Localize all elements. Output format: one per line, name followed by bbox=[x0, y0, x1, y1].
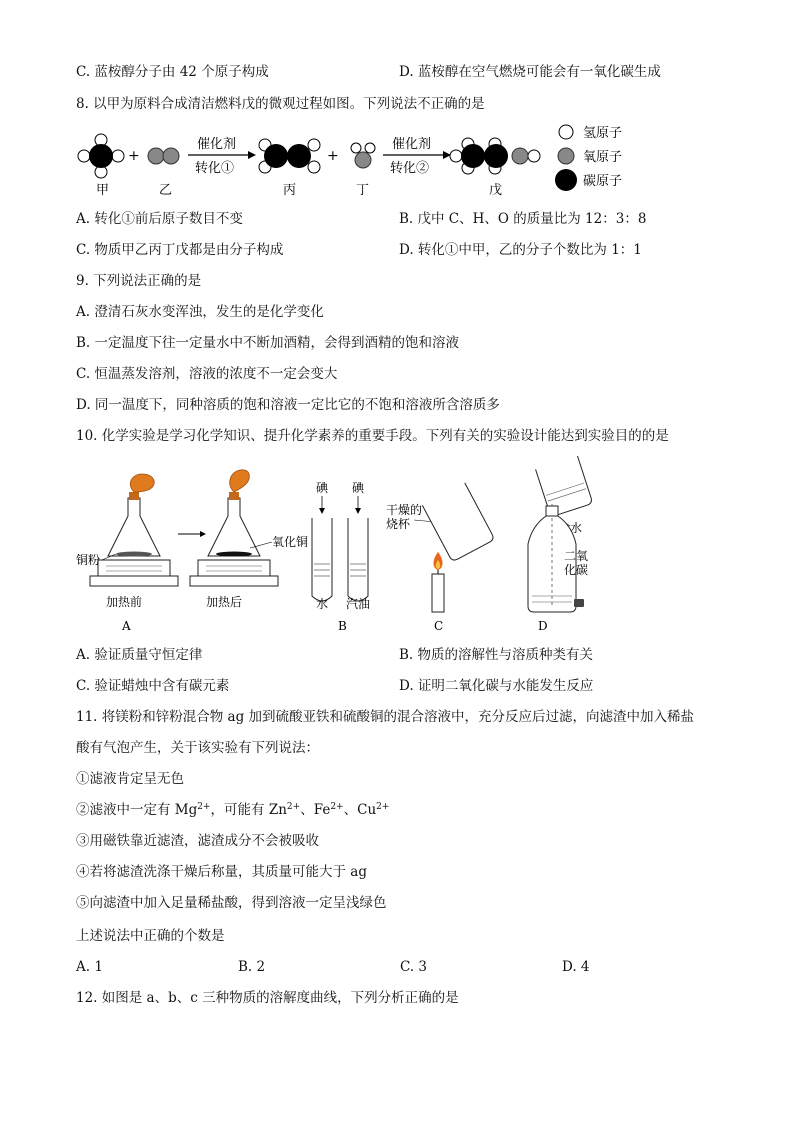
label-jia: 甲 bbox=[96, 183, 110, 198]
q7-option-d: D. 蓝桉醇在空气燃烧可能会有一氧化碳生成 bbox=[399, 64, 661, 80]
svg-text:铜粉: 铜粉 bbox=[76, 553, 101, 567]
q11-statement-5: ⑤向滤渣中加入足量稀盐酸，得到溶液一定呈浅绿色 bbox=[76, 895, 387, 911]
q10-option-b: B. 物质的溶解性与溶质种类有关 bbox=[399, 647, 594, 663]
q8-option-d: D. 转化①中甲，乙的分子个数比为 1：1 bbox=[399, 242, 642, 258]
label-ding: 丁 bbox=[356, 183, 370, 198]
step-label-2: 转化② bbox=[390, 161, 430, 176]
q11-option-a: A. 1 bbox=[76, 959, 103, 975]
svg-text:化碳: 化碳 bbox=[564, 563, 589, 577]
hydrogen-atom-icon bbox=[559, 125, 573, 139]
q9-option-a: A. 澄清石灰水变浑浊，发生的是化学变化 bbox=[76, 304, 324, 320]
svg-text:汽油: 汽油 bbox=[346, 597, 371, 611]
atom-legend bbox=[555, 125, 622, 191]
molecule-ding bbox=[351, 143, 375, 168]
svg-text:碘: 碘 bbox=[316, 481, 329, 495]
q10-stem: 10. 化学实验是学习化学知识、提升化学素养的重要手段。下列有关的实验设计能达到实验目的的是 bbox=[76, 428, 669, 444]
svg-text:C: C bbox=[434, 619, 444, 633]
q10-option-c: C. 验证蜡烛中含有碳元素 bbox=[76, 678, 230, 694]
svg-text:+: + bbox=[327, 148, 339, 164]
catalyst-label-2: 催化剂 bbox=[392, 137, 432, 152]
oxygen-atom-icon bbox=[558, 148, 574, 164]
svg-text:氢原子: 氢原子 bbox=[583, 126, 623, 141]
svg-text:二氧: 二氧 bbox=[564, 549, 589, 563]
q8-option-c: C. 物质甲乙丙丁戊都是由分子构成 bbox=[76, 242, 284, 258]
svg-text:水: 水 bbox=[570, 521, 583, 535]
q9-option-c: C. 恒温蒸发溶剂，溶液的浓度不一定会变大 bbox=[76, 366, 338, 382]
q11-statement-1: ①滤液肯定呈无色 bbox=[76, 771, 184, 787]
svg-text:氧原子: 氧原子 bbox=[583, 150, 623, 165]
svg-text:水: 水 bbox=[316, 597, 329, 611]
q11-statement-4: ④若将滤渣洗涤干燥后称量，其质量可能大于 ag bbox=[76, 864, 367, 880]
molecule-bing bbox=[259, 139, 320, 173]
svg-text:碳原子: 碳原子 bbox=[583, 174, 623, 189]
q11-option-c: C. 3 bbox=[400, 959, 428, 975]
carbon-atom-icon bbox=[555, 169, 577, 191]
experiment-d bbox=[528, 456, 593, 633]
experiment-b bbox=[312, 480, 370, 633]
q11-summary: 上述说法中正确的个数是 bbox=[76, 928, 225, 944]
q9-stem: 9. 下列说法正确的是 bbox=[76, 273, 202, 289]
q8-stem: 8. 以甲为原料合成清洁燃料戊的微观过程如图。下列说法不正确的是 bbox=[76, 96, 485, 112]
q7-option-c: C. 蓝桉醇分子由 42 个原子构成 bbox=[76, 64, 269, 80]
experiment-a bbox=[76, 470, 308, 633]
q11-stem-line-2: 酸有气泡产生，关于该实验有下列说法： bbox=[76, 740, 319, 756]
q11-statement-3: ③用磁铁靠近滤渣，滤渣成分不会被吸收 bbox=[76, 833, 319, 849]
svg-text:B: B bbox=[338, 619, 347, 633]
q8-option-a: A. 转化①前后原子数目不变 bbox=[76, 211, 243, 227]
q10-option-d: D. 证明二氧化碳与水能发生反应 bbox=[399, 678, 594, 694]
q10-option-a: A. 验证质量守恒定律 bbox=[76, 647, 203, 663]
molecule-yi bbox=[148, 148, 179, 164]
label-wu: 戊 bbox=[489, 183, 503, 198]
q8-option-b: B. 戊中 C、H、O 的质量比为 12：3：8 bbox=[399, 211, 647, 227]
q9-option-b: B. 一定温度下往一定量水中不断加酒精，会得到酒精的饱和溶液 bbox=[76, 335, 460, 351]
molecule-wu bbox=[450, 138, 540, 174]
label-bing: 丙 bbox=[283, 183, 297, 198]
catalyst-label-1: 催化剂 bbox=[197, 137, 237, 152]
svg-text:碘: 碘 bbox=[352, 481, 365, 495]
svg-text:D: D bbox=[538, 619, 548, 633]
svg-text:A: A bbox=[122, 619, 131, 633]
svg-text:烧杯: 烧杯 bbox=[386, 517, 411, 531]
q11-statement-2: ②滤液中一定有 $Mg^{2+}$，可能有 $Zn^{2+}$、$Fe^{2+}$、$Cu^{2+}$ bbox=[76, 802, 390, 818]
q11-stem-line-1: 11. 将镁粉和锌粉混合物 ag 加到硫酸亚铁和硫酸铜的混合溶液中，充分反应后过滤，向滤渣中加入稀盐 bbox=[76, 709, 695, 725]
q9-option-d: D. 同一温度下，同种溶质的饱和溶液一定比它的不饱和溶液所含溶质多 bbox=[76, 397, 500, 413]
q8-reaction-figure bbox=[70, 118, 670, 202]
q10-experiment-figure bbox=[76, 456, 616, 638]
step-label-1: 转化① bbox=[195, 161, 235, 176]
q11-option-d: D. 4 bbox=[562, 959, 590, 975]
plus-sign: + bbox=[128, 148, 140, 164]
svg-text:氧化铜: 氧化铜 bbox=[272, 535, 309, 549]
label-yi: 乙 bbox=[159, 183, 173, 198]
svg-text:加热前: 加热前 bbox=[106, 595, 143, 609]
q11-option-b: B. 2 bbox=[238, 959, 266, 975]
experiment-c bbox=[386, 483, 495, 633]
q12-stem: 12. 如图是 a、b、c 三种物质的溶解度曲线，下列分析正确的是 bbox=[76, 990, 459, 1006]
svg-text:干燥的: 干燥的 bbox=[386, 503, 423, 517]
svg-text:加热后: 加热后 bbox=[206, 595, 243, 609]
molecule-jia bbox=[78, 134, 124, 178]
